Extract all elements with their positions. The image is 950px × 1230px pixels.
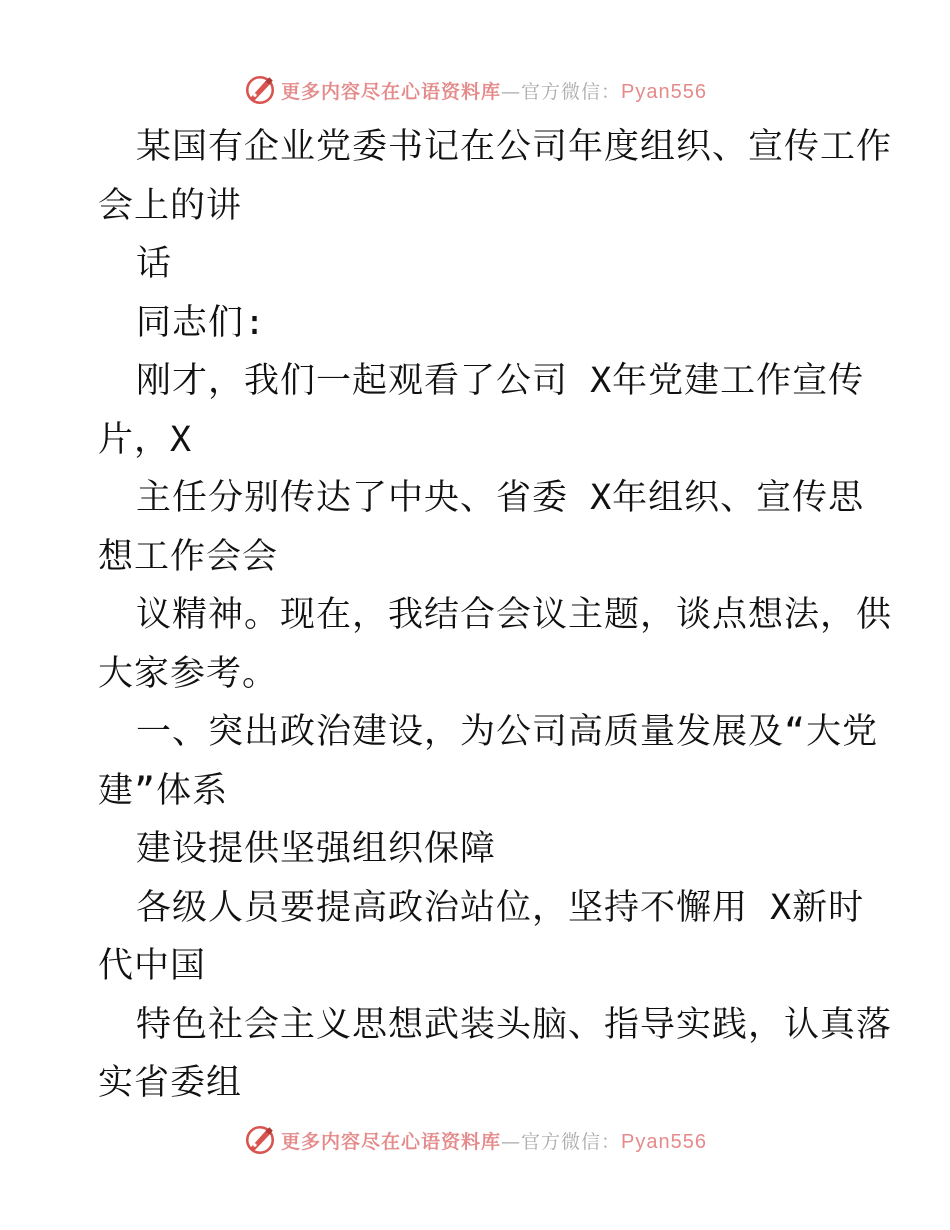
- text-line: 话: [136, 244, 173, 284]
- text-line: 特色社会主义思想武装头脑、指导实践，认真落: [136, 1004, 893, 1045]
- footer-watermark: [0, 1120, 950, 1160]
- watermark-id: Pyan556: [621, 80, 707, 103]
- text-line: 代中国: [98, 946, 207, 986]
- text-line: 主任分别传达了中央、省委 X年组织、宣传思: [136, 478, 865, 518]
- watermark-suffix: [501, 1127, 707, 1154]
- text-line: 各级人员要提高政治站位，坚持不懈用 X新时: [136, 887, 865, 928]
- watermark-id: Pyan556: [621, 1130, 707, 1153]
- pen-logo-icon: [243, 73, 277, 107]
- text-line: 建设提供坚强组织保障: [136, 829, 497, 869]
- watermark-suffix-text: —官方微信：: [501, 1130, 622, 1153]
- watermark-main-text: 更多内容尽在心语资料库: [281, 1130, 502, 1153]
- text-line: 想工作会会: [98, 536, 279, 577]
- watermark-suffix-text: —官方微信：: [501, 80, 622, 103]
- text-line: 实省委组: [98, 1063, 243, 1103]
- pen-logo-icon: [243, 1123, 277, 1157]
- text-line: 刚才，我们一起观看了公司 X年党建工作宣传: [136, 361, 865, 401]
- watermark-main-text: 更多内容尽在心语资料库: [281, 80, 502, 103]
- text-line: 议精神。现在，我结合会议主题，谈点想法，供: [136, 595, 893, 635]
- text-line: 同志们:: [136, 302, 267, 343]
- text-line: 会上的讲: [98, 185, 243, 226]
- document-body: [98, 118, 893, 1113]
- text-line: 一、突出政治建设，为公司高质量发展及“大党: [136, 712, 879, 752]
- header-watermark: [0, 70, 950, 110]
- watermark-suffix: [501, 77, 707, 104]
- text-line: 片，X: [98, 419, 193, 460]
- text-line: 某国有企业党委书记在公司年度组织、宣传工作: [136, 127, 893, 167]
- text-line: 大家参考。: [98, 653, 279, 694]
- text-line: 建”体系: [98, 770, 229, 811]
